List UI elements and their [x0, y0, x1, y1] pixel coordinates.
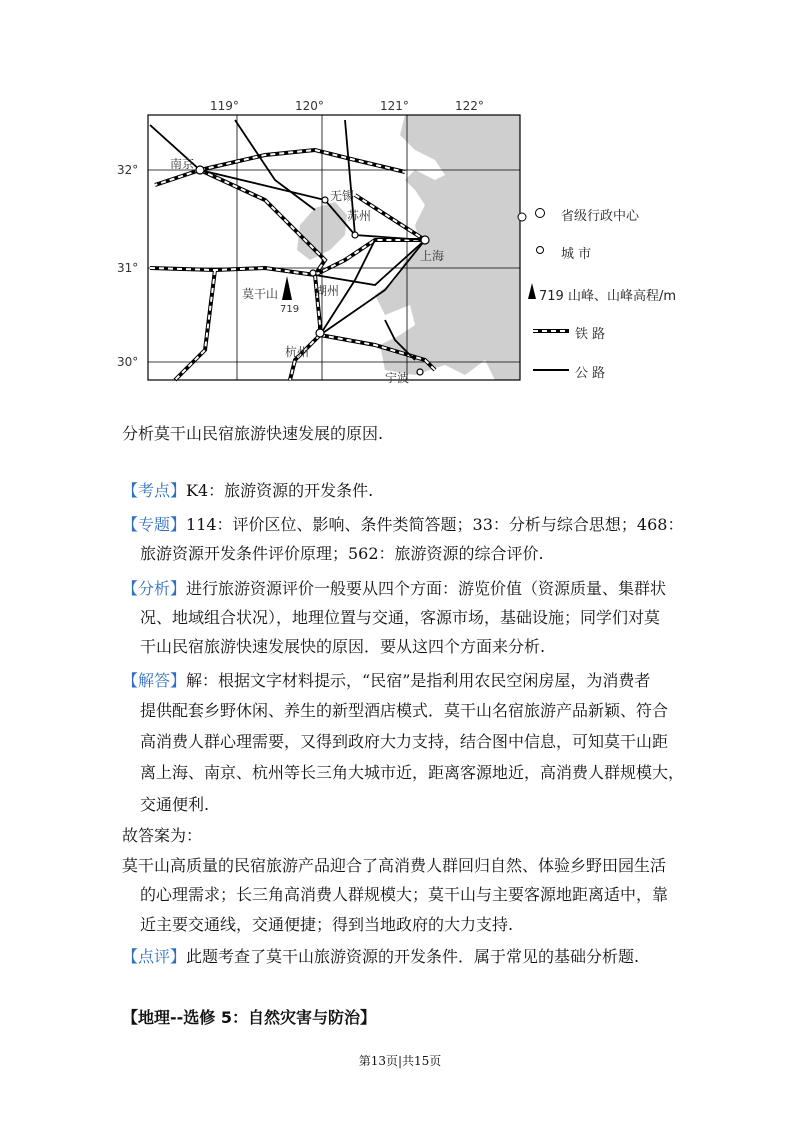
legend-peak: 719 山峰、山峰高程/m [539, 289, 676, 304]
lon-label: 121° [380, 99, 409, 113]
legend-highway: 公 路 [575, 366, 606, 381]
answer-label: 故答案为： [122, 826, 203, 845]
lat-label: 32° [117, 163, 139, 177]
question-text: 分析莫干山民宿旅游快速发展的原因. [122, 424, 384, 443]
kaodian-text: K4：旅游资源的开发条件. [186, 481, 374, 500]
peak-elevation: 719 [280, 304, 300, 315]
city-label-ningbo: 宁波 [385, 371, 410, 385]
page-footer: 第13页|共15页 [358, 1054, 442, 1068]
city-icon [536, 246, 544, 254]
lon-label: 120° [295, 99, 324, 113]
city-label-nanjing: 南京 [170, 157, 195, 171]
dianping-line [122, 946, 639, 968]
ningbo-marker [417, 369, 423, 375]
wuxi-marker [322, 197, 328, 203]
answer-line3: 近主要交通线，交通便捷；得到当地政府的大力支持. [140, 915, 514, 934]
jieda-line4: 离上海、南京、杭州等长三角大城市近，距离客源地近，高消费人群规模大， [140, 763, 685, 782]
dianping-tag: 【点评】 [122, 947, 187, 966]
highway-legend-icon [533, 369, 569, 371]
jieda-tag: 【解答】 [122, 671, 187, 690]
city-label-wuxi: 无锡 [330, 189, 355, 203]
legend-railway: 铁 路 [575, 327, 606, 342]
legend-city: 城 市 [561, 247, 592, 262]
fenxi-tag: 【分析】 [122, 579, 187, 598]
shanghai-marker [421, 236, 429, 244]
zhuanti-line2: 旅游资源开发条件评价原理；562：旅游资源的综合评价. [140, 544, 544, 563]
lat-label: 31° [117, 261, 139, 275]
zhuanti-tag: 【专题】 [122, 515, 187, 534]
fenxi-line [122, 578, 666, 600]
answer-line2: 的心理需求；长三角高消费人群规模大；莫干山与主要客源地距离适中，靠 [140, 885, 669, 904]
jieda-text: 解：根据文字材料提示，“民宿”是指利用农民空闲房屋，为消费者 [186, 671, 651, 690]
answer-line1: 莫干山高质量的民宿旅游产品迎合了高消费人群回归自然、体验乡野田园生活 [122, 856, 667, 875]
city-label-suzhou: 苏州 [347, 209, 372, 223]
city-label-shanghai: 上海 [420, 249, 445, 263]
sea-area [375, 115, 520, 380]
section-heading: 【地理--选修 5：自然灾害与防治】 [122, 1008, 376, 1027]
peak-icon [282, 276, 292, 300]
kaodian-tag: 【考点】 [122, 481, 187, 500]
kaodian-line [122, 480, 373, 502]
provincial-center-icon [535, 208, 545, 218]
fenxi-line2: 况、地域组合状况），地理位置与交通，客源市场，基础设施；同学们对莫 [140, 608, 661, 627]
zhuanti-line [122, 514, 683, 536]
nanjing-marker [196, 166, 204, 174]
peak-legend-icon [528, 283, 536, 299]
legend-provincial: 省级行政中心 [561, 209, 640, 224]
suzhou-marker [352, 232, 358, 238]
hangzhou-marker [316, 329, 324, 337]
dianping-text: 此题考查了莫干山旅游资源的开发条件．属于常见的基础分析题. [186, 947, 640, 966]
lon-label: 122° [455, 99, 484, 113]
fenxi-line3: 干山民宿旅游快速发展快的原因．要从这四个方面来分析. [140, 637, 546, 656]
jieda-line2: 提供配套乡野休闲、养生的新型酒店模式．莫干山名宿旅游产品新颖、符合 [140, 701, 669, 720]
fenxi-text: 进行旅游资源评价一般要从四个方面：游览价值（资源质量、集群状 [186, 579, 667, 598]
jieda-line5: 交通便利. [140, 795, 210, 814]
lon-label: 119° [210, 99, 239, 113]
city-label-hangzhou: 杭州 [285, 345, 310, 359]
city-label-huzhou: 湖州 [315, 284, 340, 298]
huzhou-marker [310, 270, 316, 276]
legend [518, 213, 526, 221]
jieda-line3: 高消费人群心理需要，又得到政府大力支持，结合图中信息，可知莫干山距 [140, 732, 669, 751]
lat-label: 30° [117, 355, 139, 369]
zhuanti-text: 114：评价区位、影响、条件类简答题；33：分析与综合思想；468： [186, 515, 684, 534]
railway-legend-icon [533, 329, 569, 333]
city-label-moganshan: 莫干山 [242, 287, 279, 301]
jieda-line [122, 670, 650, 692]
region-map [115, 90, 535, 390]
